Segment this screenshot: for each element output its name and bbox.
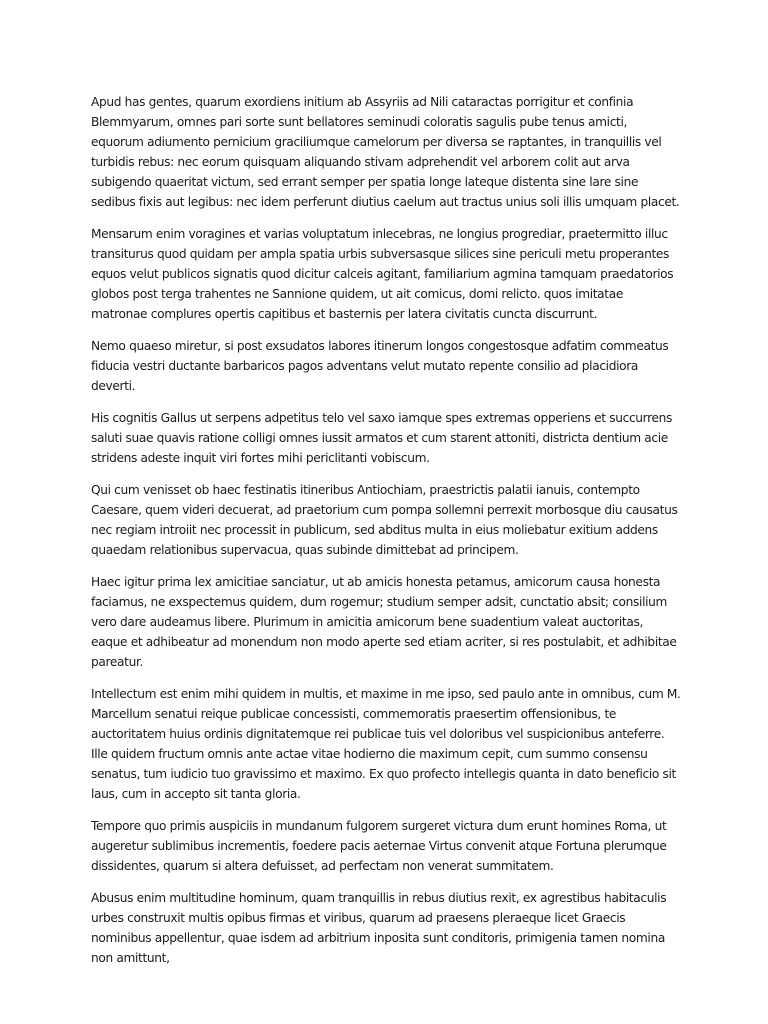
paragraph: Nemo quaeso miretur, si post exsudatos labores itinerum longos congestosque adfatim commeatus fiducia vestri ductante barbaricos pagos adventans velut mutato repente consilio ad placidiora deverti. [91,339,669,393]
paragraph: Intellectum est enim mihi quidem in multis, et maxime in me ipso, sed paulo ante in omnibus, cum M. Marcellum senatui reique publicae concessisti, commemoratis praesertim offensionibus, te auctoritatem huius ordinis dignitatemque rei publicae tuis vel doloribus vel suspicionibus anteferre. Ille quidem fructum omnis ante actae vitae hodierno die maximum cepit, cum summo consensu senatus, tum iudicio tuo gravissimo et maximo. Ex quo profecto intellegis quanta in dato beneficio sit laus, cum in accepto sit tanta gloria. [91,687,681,801]
paragraph: Apud has gentes, quarum exordiens initium ab Assyriis ad Nili cataractas porrigitur et confinia Blemmyarum, omnes pari sorte sunt bellatores seminudi coloratis sagulis pube tenus amicti, equorum adiumento pernicium graciliumque camelorum per diversa se raptantes, in tranquillis vel turbidis rebus: nec eorum quisquam aliquando stivam adprehendit vel arborem colit aut arva subigendo quaeritat victum, sed errant semper per spatia longe lateque distenta sine lare sine sedibus fixis aut legibus: nec idem perferunt diutius caelum aut tractus unius soli illis umquam placet. [91,95,680,209]
paragraph: Abusus enim multitudine hominum, quam tranquillis in rebus diutius rexit, ex agrestibus habitaculis urbes construxit multis opibus firmas et viribus, quarum ad praesens pleraeque licet Graecis nominibus appellentur, quae isdem ad arbitrium inposita sunt conditoris, primigenia tamen nomina non amittunt, [91,891,667,965]
document-body [91,92,681,980]
paragraph: Haec igitur prima lex amicitiae sanciatur, ut ab amicis honesta petamus, amicorum causa honesta faciamus, ne exspectemus quidem, dum rogemur; studium semper adsit, cunctatio absit; consilium vero dare audeamus libere. Plurimum in amicitia amicorum bene suadentium valeat auctoritas, eaque et adhibeatur ad monendum non modo aperte sed etiam acriter, si res postulabit, et adhibitae pareatur. [91,575,677,669]
paragraph: Qui cum venisset ob haec festinatis itineribus Antiochiam, praestrictis palatii ianuis, contempto Caesare, quem videri decuerat, ad praetorium cum pompa sollemni perrexit morbosque diu causatus nec regiam introiit nec processit in publicum, sed abditus multa in eius moliebatur exitium addens quaedam relationibus supervacua, quas subinde dimittebat ad principem. [91,483,678,557]
paragraph: Mensarum enim voragines et varias voluptatum inlecebras, ne longius progrediar, praetermitto illuc transiturus quod quidam per ampla spatia urbis subversasque silices sine periculi metu properantes equos velut publicos signatis quod dicitur calceis agitant, familiarium agmina tamquam praedatorios globos post terga trahentes ne Sannione quidem, ut ait comicus, domi relicto. quos imitatae matronae complures opertis capitibus et basternis per latera civitatis cuncta discurrunt. [91,227,674,321]
paragraph: His cognitis Gallus ut serpens adpetitus telo vel saxo iamque spes extremas opperiens et succurrens saluti suae quavis ratione colligi omnes iussit armatos et cum starent attoniti, districta dentium acie stridens adeste inquit viri fortes mihi periclitanti vobiscum. [91,411,673,465]
paragraph: Tempore quo primis auspiciis in mundanum fulgorem surgeret victura dum erunt homines Roma, ut augeretur sublimibus incrementis, foedere pacis aeternae Virtus convenit atque Fortuna plerumque dissidentes, quarum si altera defuisset, ad perfectam non venerat summitatem. [91,819,667,873]
